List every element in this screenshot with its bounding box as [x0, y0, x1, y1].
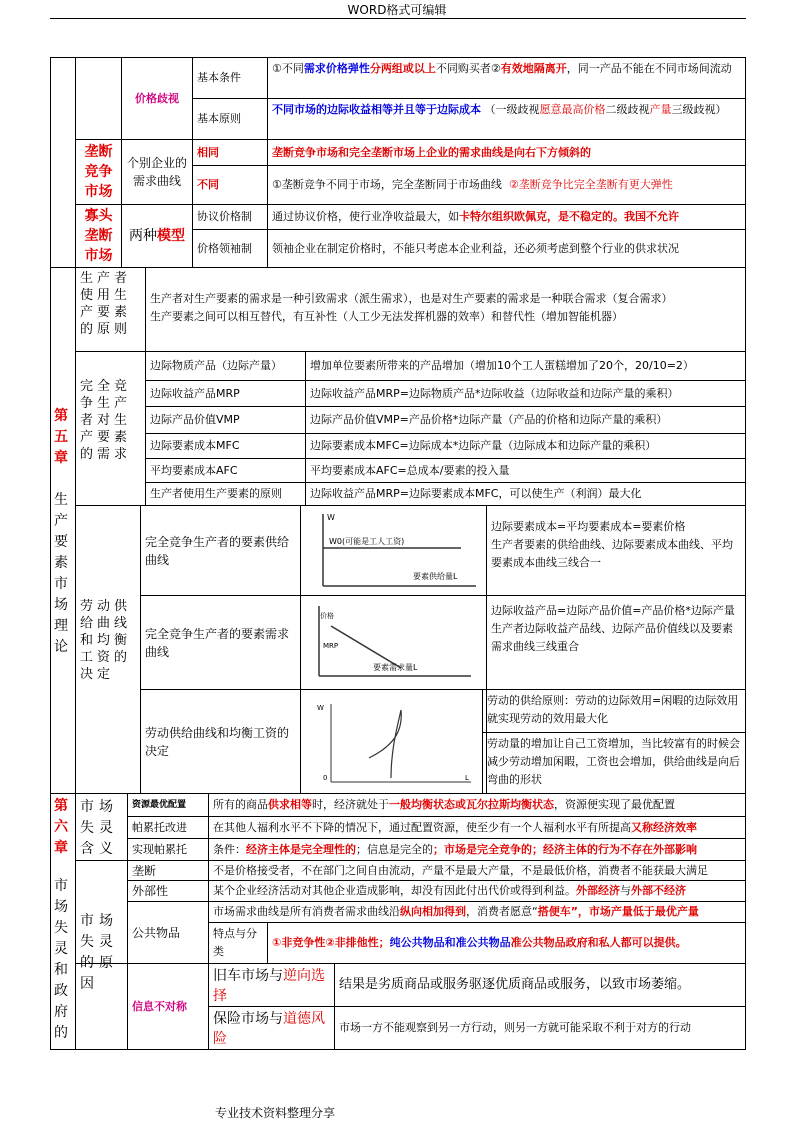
chart2-line-label: MRP — [323, 642, 339, 650]
demand-row-term: 平均要素成本AFC — [145, 458, 306, 483]
outer-left-top — [50, 57, 76, 268]
backward-bending-supply-curve — [369, 710, 401, 778]
insurance-text: 市场一方不能观察到另一方行动，则另一方就可能采取不利于对方的行动 — [334, 1006, 746, 1050]
price-discrimination-label: 价格歧视 — [121, 57, 193, 140]
features-text: ①非竞争性②非排他性； 纯公共物品和准公共物品 准公共物品政府和私人都可以提供。 — [267, 922, 746, 964]
demand-row-term: 生产者使用生产要素的原则 — [145, 482, 306, 506]
pareto-optimal-label: 实现帕累托 — [127, 838, 209, 861]
pareto-improvement-text: 在其他人福利水平不下降的情况下，通过配置资源，使至少有一个人福利水平有所提高 又称经济效率 — [208, 816, 746, 839]
mrp-curve — [331, 626, 401, 668]
used-car-label: 旧车市场与逆向选择 — [208, 963, 335, 1007]
basic-principle-text: 不同市场的边际收益相等并且等于边际成本 （一级歧视愿意最高价格二级歧视产量三级歧视） — [267, 98, 746, 140]
public-goods-text: 市场需求曲线是所有消费者需求曲线沿 纵向相加得到 ，消费者愿意“ 搭便车 ”，市场产量低于最优产量 — [208, 901, 746, 923]
features-label: 特点与分类 — [208, 922, 268, 964]
externality-text: 某个企业经济活动对其他企业造成影响，却没有因此付出代价或得到利益。 外部经济 与 外部不经济 — [208, 880, 746, 902]
labor-supply-chart-cell — [300, 689, 487, 794]
demand-row-definition: 边际收益产品MRP=边际要素成本MFC，可以使生产（利润）最大化 — [305, 482, 746, 506]
demand-row-definition: 增加单位要素所带来的产品增加（增加10个工人蛋糕增加了20个，20/10=2） — [305, 351, 746, 381]
factor-demand-curve-label: 完全竞争生产者的要素需求曲线 — [140, 595, 301, 690]
chapter5-title-cell — [50, 267, 76, 794]
basic-condition-label: 基本条件 — [192, 57, 268, 99]
demand-row-definition: 边际收益产品MRP=边际物质产品*边际收益（边际收益和边际产量的乘积） — [305, 380, 746, 407]
agreement-price-text: 通过协议价格，使行业净收益最大，如 卡特尔组织欧佩克，是不稳定的。我国不允许 — [267, 204, 746, 230]
used-car-text: 结果是劣质商品或服务驱逐优质商品或服务，以致市场萎缩。 — [334, 963, 746, 1007]
factor-demand-label: 完全竞争生产者对生产要素的需求 — [75, 351, 146, 506]
chapter6-subtitle: 市场失灵和政府的 — [54, 878, 68, 1041]
factor-supply-chart-cell — [300, 505, 487, 596]
labor-supply-chart — [301, 690, 486, 793]
pareto-optimal-text: 条件： 经济主体是完全理性的 ；信息是完全的 ；市场是完全竞争的 ；经济主体的行为不存在外部影响 — [208, 838, 746, 861]
demand-row-definition: 平均要素成本AFC=总成本/要素的投入量 — [305, 458, 746, 483]
same-label: 相同 — [192, 139, 268, 166]
header-rule — [50, 18, 746, 19]
factor-demand-chart-cell — [300, 595, 487, 690]
price-leader-text: 领袖企业在制定价格时，不能只考虑本企业利益，还必须考虑到整个行业的供求状况 — [267, 229, 746, 268]
demand-row-definition: 边际要素成本MFC=边际成本*边际产量（边际成本和边际产量的乘积） — [305, 433, 746, 459]
two-models-label: 两种 模型 — [121, 204, 193, 268]
factor-demand-chart — [301, 596, 486, 689]
monopolistic-competition-label: 垄断竞争市场 — [75, 139, 122, 205]
market-failure-meaning-label: 市场失灵含义 — [75, 793, 128, 861]
monopoly-text: 不是价格接受者，不在部门之间自由流动，产量不是最大产量，不是最低价格，消费者不能获最大满足 — [208, 860, 746, 881]
info-blank-cell — [75, 963, 128, 1050]
labor-supply-curve-label: 劳动供给曲线和均衡工资的决定 — [140, 689, 301, 794]
chapter6-title-cell — [50, 793, 76, 1050]
chart1-x-label: 要素供给量L — [413, 572, 458, 581]
page-footer: 专业技术资料整理分享 — [215, 1106, 336, 1120]
optimal-allocation-label: 资源最优配置 — [127, 793, 209, 817]
chapter6-title: 第六章 — [54, 798, 68, 856]
chapter5-subtitle: 生产要素市场理论 — [54, 492, 68, 655]
agreement-price-label: 协议价格制 — [192, 204, 268, 230]
demand-row-term: 边际产品价值VMP — [145, 406, 306, 434]
pareto-improvement-label: 帕累托改进 — [127, 816, 209, 839]
public-goods-label: 公共物品 — [127, 901, 209, 964]
factor-demand-desc: 边际收益产品=边际产品价值=产品价格*边际产量 生产者边际收益产品线、边际产品价值线以及要素需求曲线三线重合 — [486, 595, 746, 690]
different-text: ①垄断竞争不同于市场，完全垄断同于市场曲线 ②垄断竞争比完全垄断有更大弹性 — [267, 165, 746, 205]
demand-row-term: 边际要素成本MFC — [145, 433, 306, 459]
page-header: WORD格式可编辑 — [347, 3, 447, 17]
chart3-origin-label: 0 — [323, 774, 328, 782]
chart3-x-label: L — [465, 774, 469, 782]
different-label: 不同 — [192, 165, 268, 205]
chart1-y-label: W — [327, 513, 335, 522]
monopoly-label: 垄断 — [127, 860, 209, 881]
chart3-y-label: W — [317, 704, 324, 712]
chart1-line-label: W0(可能是工人工资) — [329, 537, 405, 546]
chapter5-title: 第五章 — [54, 408, 68, 466]
demand-row-term: 边际收益产品MRP — [145, 380, 306, 407]
chart2-y-label: 价格 — [320, 612, 334, 620]
producer-principle-label: 生产者使用生产要素的原则 — [75, 267, 146, 352]
optimal-allocation-text: 所有的商品 供求相等 时，经济就处于 一般均衡状态或瓦尔拉斯均衡状态 ，资源便实现了最优配置 — [208, 793, 746, 817]
basic-principle-label: 基本原则 — [192, 98, 268, 140]
insurance-label: 保险市场与道德风险 — [208, 1006, 335, 1050]
demand-row-term: 边际物质产品（边际产量） — [145, 351, 306, 381]
demand-row-definition: 边际产品价值VMP=产品价格*边际产量（产品的价格和边际产量的乘积） — [305, 406, 746, 434]
labor-supply-principle: 劳动的供给原则：劳动的边际效用=闲暇的边际效用就实现劳动的效用最大化 — [482, 689, 746, 733]
price-leader-label: 价格领袖制 — [192, 229, 268, 268]
chart2-x-label: 要素需求量L — [373, 663, 418, 672]
info-asymmetry-label: 信息不对称 — [127, 963, 209, 1050]
blank-cell — [75, 57, 122, 140]
factor-supply-curve-label: 完全竞争生产者的要素供给曲线 — [140, 505, 301, 596]
basic-condition-text: ①不同需求价格弹性分两组或以上不同购买者②有效地隔离开，同一产品不能在不同市场间流动 — [267, 57, 746, 99]
oligopoly-label: 寡头垄断市场 — [75, 204, 122, 268]
externality-label: 外部性 — [127, 880, 209, 902]
producer-principle-text: 生产者对生产要素的需求是一种引致需求（派生需求），也是对生产要素的需求是一种联合需求（复合需求） 生产要素之间可以相互替代，有互补性（人工少无法发挥机器的效率）和替代性（增加智能机器） — [145, 267, 746, 352]
market-failure-cause-label: 市场失灵的原因 — [75, 860, 128, 964]
labor-supply-desc: 劳动量的增加让自己工资增加，当比较富有的时候会减少劳动增加闲暇，工资也会增加，供给曲线是向后弯曲的形状 — [482, 732, 746, 794]
labor-supply-label: 劳动供给曲线和均衡工资的决定 — [75, 505, 141, 794]
factor-supply-chart — [301, 506, 486, 595]
individual-demand-curve-label: 个别企业的需求曲线 — [121, 139, 193, 205]
factor-supply-desc: 边际要素成本=平均要素成本=要素价格 生产者要素的供给曲线、边际要素成本曲线、平均要素成本曲线三线合一 — [486, 505, 746, 596]
same-text: 垄断竞争市场和完全垄断市场上企业的需求曲线是向右下方倾斜的 — [267, 139, 746, 166]
